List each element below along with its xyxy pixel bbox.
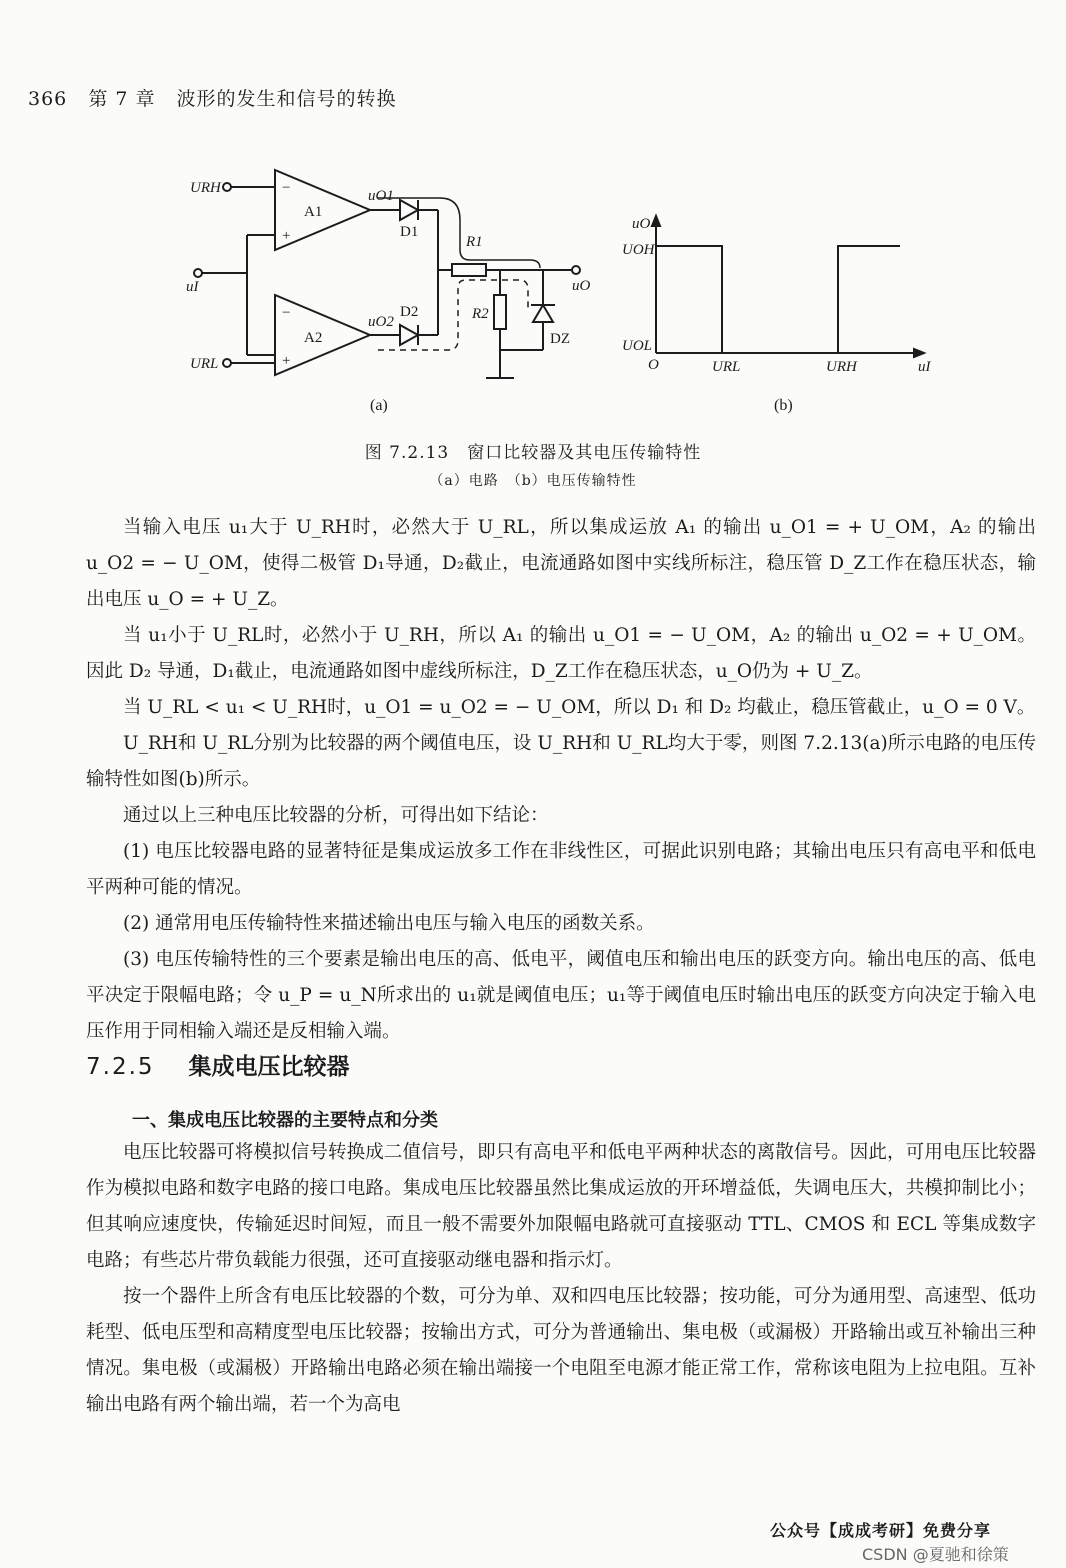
- a1-minus: −: [282, 180, 291, 196]
- figure-7-2-13: [0, 150, 1066, 440]
- paragraph: (3) 电压传输特性的三个要素是输出电压的高、低电平，阈值电压和输出电压的跃变方向。输出电压的高、低电平决定于限幅电路；令 u_P = u_N所求出的 u₁就是阈值电压；u₁等于阈值电压时输出电压的跃变方向决定于输入电压作用于同相输入端还是反相输入端。: [86, 949, 1036, 1042]
- section-number: 7.2.5: [86, 1054, 155, 1080]
- subsection-heading: 一、集成电压比较器的主要特点和分类: [132, 1110, 438, 1131]
- paragraph: 按一个器件上所含有电压比较器的个数，可分为单、双和四电压比较器；按功能，可分为通用型、高速型、低功耗型、低电压型和高精度型电压比较器；按输出方式，可分为普通输出、集电极（或漏极）开路输出或互补输出三种情况。集电极（或漏极）开路输出电路必须在输出端接一个电阻至电源才能正常工作，常称该电阻为上拉电阻。互补输出电路有两个输出端，若一个为高电: [86, 1286, 1036, 1415]
- body-text-2: [86, 1135, 1036, 1423]
- paragraph: 当 u₁小于 U_RL时，必然小于 U_RH，所以 A₁ 的输出 u_O1 = − U_OM，A₂ 的输出 u_O2 = + U_OM。因此 D₂ 导通，D₁截止，电流通路如图中虚线所标注，D_Z工作在稳压状态，u_O仍为 + U_Z。: [86, 625, 1036, 682]
- diode-d1-symbol: [400, 200, 418, 220]
- watermark: CSDN @夏驰和徐策: [862, 1545, 1009, 1564]
- resistor-r1-symbol: [452, 264, 486, 276]
- label-url-axis: URL: [712, 359, 741, 375]
- body-text-1: [86, 510, 1036, 1050]
- label-a2: A2: [304, 330, 323, 346]
- label-ui: uI: [186, 279, 199, 295]
- label-urh-axis: URH: [826, 359, 857, 375]
- page-number: 366: [28, 88, 68, 110]
- label-r2: R2: [472, 306, 489, 322]
- figure-caption: 图 7.2.13 窗口比较器及其电压传输特性: [364, 443, 702, 463]
- panel-a-label: (a): [370, 397, 388, 414]
- paragraph: 电压比较器可将模拟信号转换成二值信号，即只有高电平和低电平两种状态的离散信号。因此，可用电压比较器作为模拟电路和数字电路的接口电路。集成电压比较器虽然比集成运放的开环增益低，失调电压大，共模抑制比小；但其响应速度快，传输延迟时间短，而且一般不需要外加限幅电路就可直接驱动 TTL、CMOS 和 ECL 等集成数字电路；有些芯片带负载能力很强，还可直接驱动继电器和指示灯。: [86, 1142, 1036, 1271]
- paragraph: U_RH和 U_RL分别为比较器的两个阈值电压，设 U_RH和 U_RL均大于零，则图 7.2.13(a)所示电路的电压传输特性如图(b)所示。: [86, 733, 1036, 790]
- paragraph: (1) 电压比较器电路的显著特征是集成运放多工作在非线性区，可据此识别电路；其输出电压只有高电平和低电平两种可能的情况。: [86, 841, 1036, 898]
- zener-dz-symbol: [533, 305, 553, 322]
- label-uol: UOL: [622, 338, 653, 354]
- label-d2: D2: [400, 304, 419, 320]
- section-title: 集成电压比较器: [188, 1054, 350, 1080]
- chapter-title: 波形的发生和信号的转换: [176, 88, 397, 110]
- label-uoh: UOH: [622, 242, 655, 258]
- paragraph: 通过以上三种电压比较器的分析，可得出如下结论：: [123, 805, 549, 826]
- footer-note: 公众号【成成考研】免费分享: [770, 1521, 992, 1540]
- label-url: URL: [190, 356, 219, 372]
- chapter-label: 第 7 章: [88, 88, 156, 110]
- label-uo1: uO1: [368, 188, 394, 204]
- label-dz: DZ: [550, 331, 570, 347]
- label-r1: R1: [466, 234, 483, 250]
- diode-d2-symbol: [400, 325, 418, 345]
- paragraph: (2) 通常用电压传输特性来描述输出电压与输入电压的函数关系。: [123, 913, 655, 934]
- label-uo: uO: [572, 278, 591, 294]
- resistor-r2-symbol: [494, 295, 506, 329]
- paragraph: 当 U_RL < u₁ < U_RH时，u_O1 = u_O2 = − U_OM，所以 D₁ 和 D₂ 均截止，稳压管截止，u_O = 0 V。: [123, 697, 1036, 718]
- page-header: [28, 84, 411, 111]
- circuit-and-transfer-figure: [0, 150, 1066, 440]
- label-origin: O: [648, 357, 659, 373]
- paragraph: 当输入电压 u₁大于 U_RH时，必然大于 U_RL，所以集成运放 A₁ 的输出 u_O1 = + U_OM，A₂ 的输出 u_O2 = − U_OM，使得二极管 D₁导通，D₂截止，电流通路如图中实线所标注，稳压管 D_Z工作在稳压状态，输出电压 u_O = + U_Z。: [86, 517, 1036, 610]
- a2-plus: +: [282, 353, 291, 369]
- section-heading: [86, 1048, 350, 1081]
- transfer-characteristic: [652, 216, 924, 357]
- a1-plus: +: [282, 228, 291, 244]
- label-ui-axis: uI: [918, 359, 931, 375]
- label-uo2: uO2: [368, 314, 394, 330]
- label-a1: A1: [304, 204, 323, 220]
- label-uo-axis: uO: [632, 216, 651, 232]
- label-urh: URH: [190, 180, 221, 196]
- a2-minus: −: [282, 305, 291, 321]
- label-d1: D1: [400, 224, 419, 240]
- figure-subcaption: （a）电路 （b）电压传输特性: [429, 473, 637, 489]
- transfer-curve: [656, 246, 900, 353]
- panel-b-label: (b): [774, 397, 793, 414]
